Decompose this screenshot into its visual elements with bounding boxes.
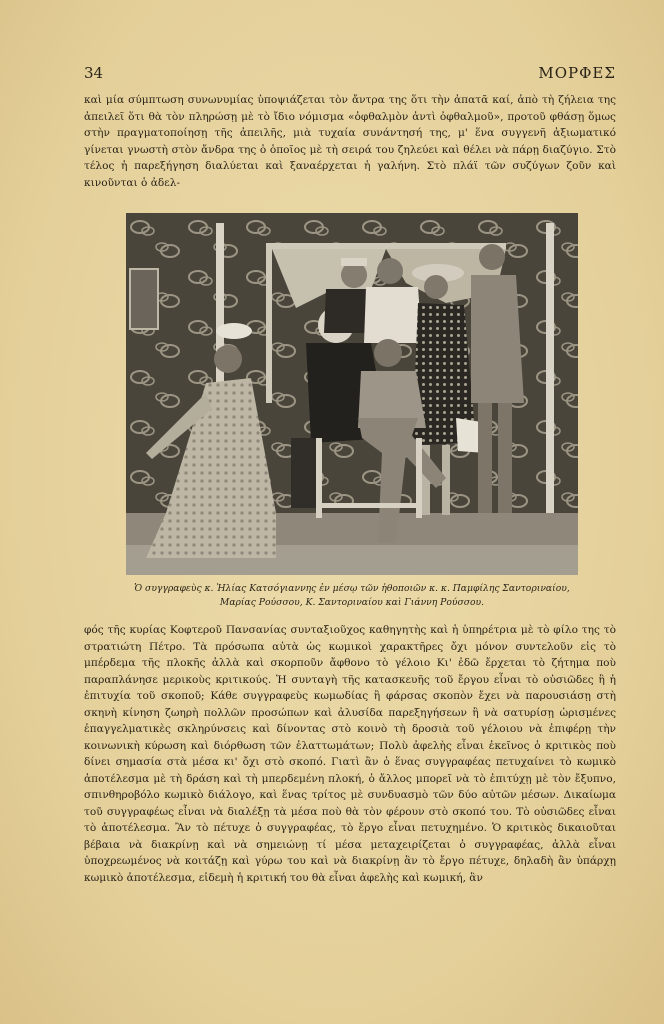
cast-photograph — [126, 213, 578, 575]
page-header — [84, 64, 616, 86]
caption-line: Μαρίας Ρούσσου, Κ. Σαντοριναίου καὶ Γιάννη Ρούσσου. — [219, 597, 485, 608]
magazine-title: ΜΟΡΦΕΣ — [538, 64, 616, 82]
paragraph: καὶ μία σύμπτωση συνωνυμίας ὑποψιάζεται τὸν ἄντρα της ὅτι τὴν ἀπατᾶ καί, ἀπὸ τὴ ζήλεια της ἀπειλεῖ ὅτι θὰ τὸν πληρώσῃ μὲ τὸ ἴδιο νόμισμα «ὀφθαλμὸν ἀντὶ ὀφθαλμοῦ», προτοῦ φθάσῃ ὅμως στὴν πραγματοποίησῃ τῆς ἀπειλῆς, μιὰ τυχαία συνάντησή της, μ' ἕνα συγγενῆ ἀξιωματικό γίνεται γνωστὴ στὸν ἄνδρα της ὁ ὁποῖος μὲ τὴ σειρά του ζηλεύει καὶ θέλει νὰ πάρῃ διαζύγιο. Στὸ τέλος ἡ παρεξήγηση διαλύεται καὶ ξαναέρχεται ἡ γαλήνη. Στὸ πλάϊ τῶν συζύγων ζοῦν καὶ κινοῦνται ὁ ἀδελ- — [84, 94, 616, 189]
body-text-bottom — [84, 622, 616, 886]
body-text-top — [84, 92, 616, 191]
paragraph: φός τῆς κυρίας Κοφτεροῦ Πανσανίας συνταξιοῦχος καθηγητὴς καὶ ἡ ὑπηρέτρια μὲ τὸ φίλο της τὸ στρατιώτη Πέτρο. Τὰ πρόσωπα αὐτὰ ὡς κωμικοὶ χαρακτῆρες ὄχι μόνον συντελοῦν εἰς τὸ μπέρδεμα τῆς πλοκῆς ἀλλὰ καὶ σκορποῦν ἄφθονο τὸ γέλοιο Κι' ἐδῶ ἔρχεται τὸ ζήτημα ποὺ παραπλάνησε μερικοὺς κριτικούς. Ἡ συνταγὴ τῆς κατασκευῆς τοῦ ἔργου εἶναι τὸ οὐσιῶδες ἢ ἡ ἐπιτυχία τοῦ σκοποῦ; Κάθε συγγραφεὺς κωμωδίας ἢ φάρσας σκοπὸν ἔχει νὰ παρουσιάσῃ στὴ σκηνὴ κίνηση ζωηρὴ πολλῶν προσώπων καὶ ἀλυσίδα παρεξηγήσεων ἢ νὰ σατυρίσῃ ὡρισμένες ἐπαγγελματικὲς σκληρύνσεις καὶ δίνοντας στὸ κοινὸ τὴ δροσιὰ τοῦ γέλοιου νὰ ἐπιφέρῃ τὴν κοινωνικὴ κύρωση καὶ διόρθωση τῶν ἐλαττωμάτων; Πολὺ ἀφελὴς εἶναι ἐκεῖνος ὁ κριτικὸς ποὺ δίνει σημασία στὰ μέσα κι' ὄχι στὸ σκοπό. Γιατὶ ἂν ὁ ἕνας συγγραφέας πετυχαίνει τὸ κωμικὸ ἀποτέλεσμα μὲ τὴ δράση καὶ τὴ μπερδεμένη πλοκή, ὁ ἄλλος μπορεῖ νὰ τὸ ἐπιτύχῃ μὲ τὸν ἔξυπνο, σπινθηροβόλο κωμικὸ διάλογο, καὶ ἕνας τρίτος μὲ συνδυασμὸ τῶν δύο αὐτῶν μέσων. Δικαίωμα τοῦ συγγραφέως εἶναι νὰ διαλέξῃ τὰ μέσα ποὺ θὰ τὸν φέρουν στὸ σκοπό του. Τὸ οὐσιῶδες εἶναι τὸ ἀποτέλεσμα. Ἂν τὸ πέτυχε ὁ συγγραφέας, τὸ ἔργο εἶναι πετυχημένο. Ὁ κριτικὸς δικαιοῦται βέβαια νὰ διακρίνῃ καὶ νὰ σημειώνῃ τί μέσα μεταχειρίζεται ὁ συγγραφέας, ἀλλὰ εἶναι ὑποχρεωμένος νὰ κοιτάζῃ καὶ γύρω του καὶ νὰ διακρίνῃ ἂν τὸ ἔργο πέτυχε, δηλαδὴ ἂν ὑπάρχῃ κωμικὸ ἀποτέλεσμα, εἰδεμὴ ἡ κριτική του θὰ εἶναι ἀφελὴς καὶ κωμική, ἂν — [84, 624, 616, 884]
caption-line: Ὁ συγγραφεὺς κ. Ἠλίας Κατσόγιαννης ἐν μέσῳ τῶν ἠθοποιῶν κ. κ. Παμφίλης Σαντοριναίου, — [134, 583, 570, 594]
photo-illustration — [126, 213, 578, 575]
page-number: 34 — [84, 64, 104, 82]
photo-caption — [92, 582, 612, 610]
